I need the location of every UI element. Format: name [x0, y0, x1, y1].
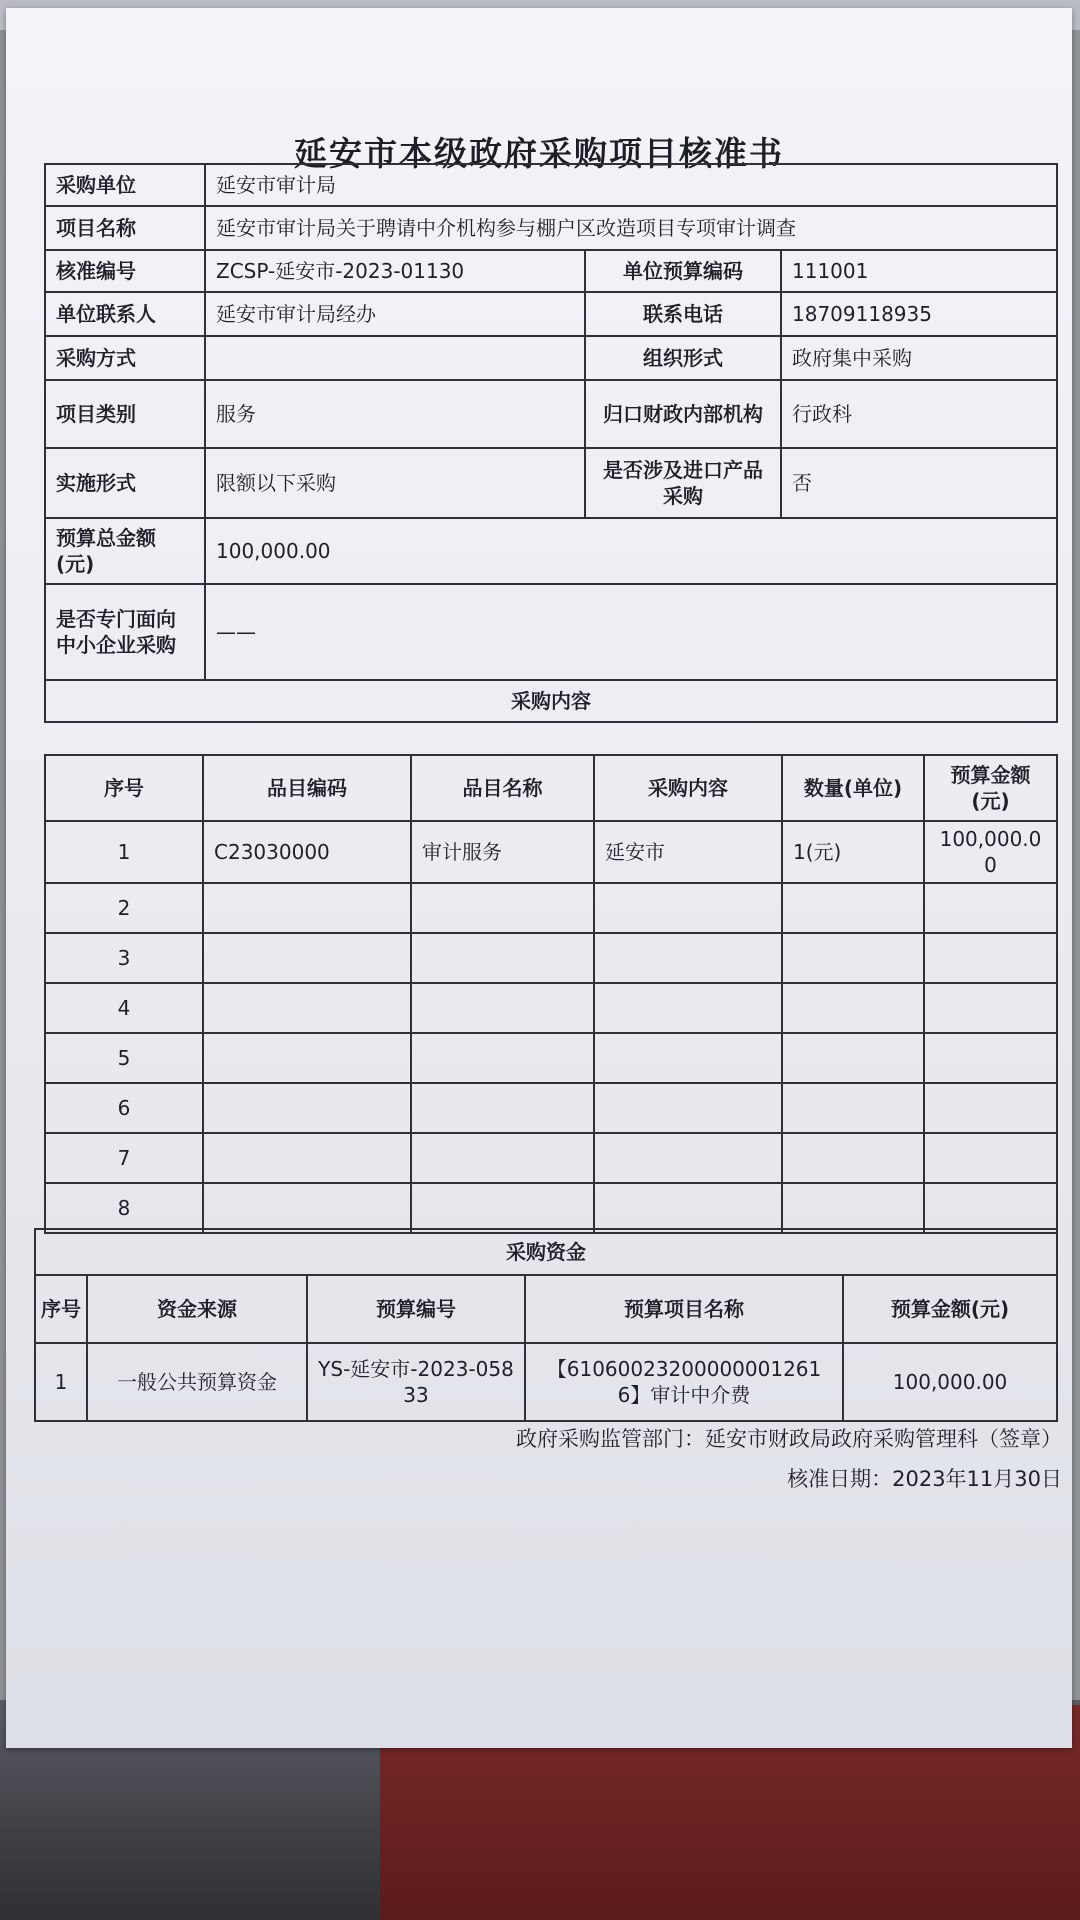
table-row [45, 983, 1057, 1033]
table-row [35, 1343, 1057, 1421]
items-header-seq: 序号 [45, 755, 203, 821]
item-quantity: 1(元) [782, 821, 924, 883]
phone-label: 联系电话 [585, 292, 781, 336]
info-row-total [45, 518, 1057, 584]
info-row-approval [45, 250, 1057, 292]
item-code [203, 983, 411, 1033]
item-seq: 8 [45, 1183, 203, 1233]
item-code [203, 1133, 411, 1183]
funds-header-budget-no: 预算编号 [307, 1275, 525, 1343]
budget-code-label: 单位预算编码 [585, 250, 781, 292]
funds-section-row [35, 1229, 1057, 1275]
item-amount [924, 883, 1057, 933]
purchaser-label: 采购单位 [45, 164, 205, 206]
item-amount [924, 1083, 1057, 1133]
item-content [594, 1033, 782, 1083]
category-value: 服务 [205, 380, 585, 448]
item-name [411, 1133, 594, 1183]
item-code [203, 883, 411, 933]
fund-seq: 1 [35, 1343, 87, 1421]
table-row [45, 1183, 1057, 1233]
item-name [411, 1083, 594, 1133]
fund-amount: 100,000.00 [843, 1343, 1057, 1421]
items-section-title: 采购内容 [45, 680, 1057, 722]
item-name [411, 1033, 594, 1083]
item-content: 延安市 [594, 821, 782, 883]
item-amount [924, 1133, 1057, 1183]
table-row [45, 933, 1057, 983]
org-form-value: 政府集中采购 [781, 336, 1057, 380]
dept-label: 归口财政内部机构 [585, 380, 781, 448]
project-name-label: 项目名称 [45, 206, 205, 250]
item-seq: 2 [45, 883, 203, 933]
funds-header-row [35, 1275, 1057, 1343]
sme-label: 是否专门面向中小企业采购 [45, 584, 205, 680]
item-quantity [782, 1133, 924, 1183]
table-row [45, 1083, 1057, 1133]
item-name [411, 883, 594, 933]
info-row-contact [45, 292, 1057, 336]
item-name [411, 933, 594, 983]
item-quantity [782, 1183, 924, 1233]
dept-value: 行政科 [781, 380, 1057, 448]
items-section-row [45, 680, 1057, 722]
item-name [411, 1183, 594, 1233]
phone-value: 18709118935 [781, 292, 1057, 336]
item-content [594, 933, 782, 983]
approval-date: 核准日期：2023年11月30日 [787, 1467, 1062, 1491]
funds-header-project-name: 预算项目名称 [525, 1275, 843, 1343]
funds-section-title: 采购资金 [35, 1229, 1057, 1275]
info-row-purchaser [45, 164, 1057, 206]
item-amount [924, 1183, 1057, 1233]
item-name [411, 983, 594, 1033]
method-value [205, 336, 585, 380]
project-name-value: 延安市审计局关于聘请中介机构参与棚户区改造项目专项审计调查 [205, 206, 1057, 250]
item-content [594, 1083, 782, 1133]
item-quantity [782, 1083, 924, 1133]
items-header-row [45, 755, 1057, 821]
funds-header-seq: 序号 [35, 1275, 87, 1343]
info-row-category [45, 380, 1057, 448]
item-code [203, 933, 411, 983]
table-row [45, 1033, 1057, 1083]
item-code: C23030000 [203, 821, 411, 883]
impl-label: 实施形式 [45, 448, 205, 518]
document-title: 延安市本级政府采购项目核准书 [294, 134, 784, 173]
item-content [594, 883, 782, 933]
funds-table [34, 1228, 1058, 1422]
import-value: 否 [781, 448, 1057, 518]
item-quantity [782, 1033, 924, 1083]
items-header-code: 品目编码 [203, 755, 411, 821]
funds-header-amount: 预算金额(元) [843, 1275, 1057, 1343]
items-header-name: 品目名称 [411, 755, 594, 821]
sme-value: —— [205, 584, 1057, 680]
item-seq: 3 [45, 933, 203, 983]
info-row-sme [45, 584, 1057, 680]
org-form-label: 组织形式 [585, 336, 781, 380]
total-value: 100,000.00 [205, 518, 1057, 584]
item-seq: 1 [45, 821, 203, 883]
item-seq: 4 [45, 983, 203, 1033]
purchaser-value: 延安市审计局 [205, 164, 1057, 206]
item-content [594, 1133, 782, 1183]
items-table [44, 754, 1058, 1234]
item-amount [924, 983, 1057, 1033]
info-row-project-name [45, 206, 1057, 250]
approval-no-label: 核准编号 [45, 250, 205, 292]
item-name: 审计服务 [411, 821, 594, 883]
info-row-method [45, 336, 1057, 380]
fund-budget-no: YS-延安市-2023-05833 [307, 1343, 525, 1421]
table-row [45, 1133, 1057, 1183]
impl-value: 限额以下采购 [205, 448, 585, 518]
item-amount [924, 1033, 1057, 1083]
item-code [203, 1083, 411, 1133]
total-label: 预算总金额(元) [45, 518, 205, 584]
item-code [203, 1033, 411, 1083]
supervisor-line: 政府采购监管部门：延安市财政局政府采购管理科（签章） [516, 1427, 1062, 1451]
item-content [594, 1183, 782, 1233]
method-label: 采购方式 [45, 336, 205, 380]
fund-source: 一般公共预算资金 [87, 1343, 307, 1421]
items-header-amount: 预算金额(元) [924, 755, 1057, 821]
item-quantity [782, 933, 924, 983]
item-content [594, 983, 782, 1033]
item-quantity [782, 883, 924, 933]
contact-label: 单位联系人 [45, 292, 205, 336]
item-amount: 100,000.00 [924, 821, 1057, 883]
import-label: 是否涉及进口产品采购 [585, 448, 781, 518]
item-quantity [782, 983, 924, 1033]
item-seq: 7 [45, 1133, 203, 1183]
info-row-impl [45, 448, 1057, 518]
items-header-content: 采购内容 [594, 755, 782, 821]
item-amount [924, 933, 1057, 983]
project-info-table [44, 163, 1058, 723]
budget-code-value: 111001 [781, 250, 1057, 292]
item-code [203, 1183, 411, 1233]
funds-header-source: 资金来源 [87, 1275, 307, 1343]
table-row [45, 821, 1057, 883]
item-seq: 5 [45, 1033, 203, 1083]
contact-value: 延安市审计局经办 [205, 292, 585, 336]
items-header-quantity: 数量(单位) [782, 755, 924, 821]
approval-no-value: ZCSP-延安市-2023-01130 [205, 250, 585, 292]
fund-project-name: 【610600232000000012616】审计中介费 [525, 1343, 843, 1421]
item-seq: 6 [45, 1083, 203, 1133]
category-label: 项目类别 [45, 380, 205, 448]
table-row [45, 883, 1057, 933]
